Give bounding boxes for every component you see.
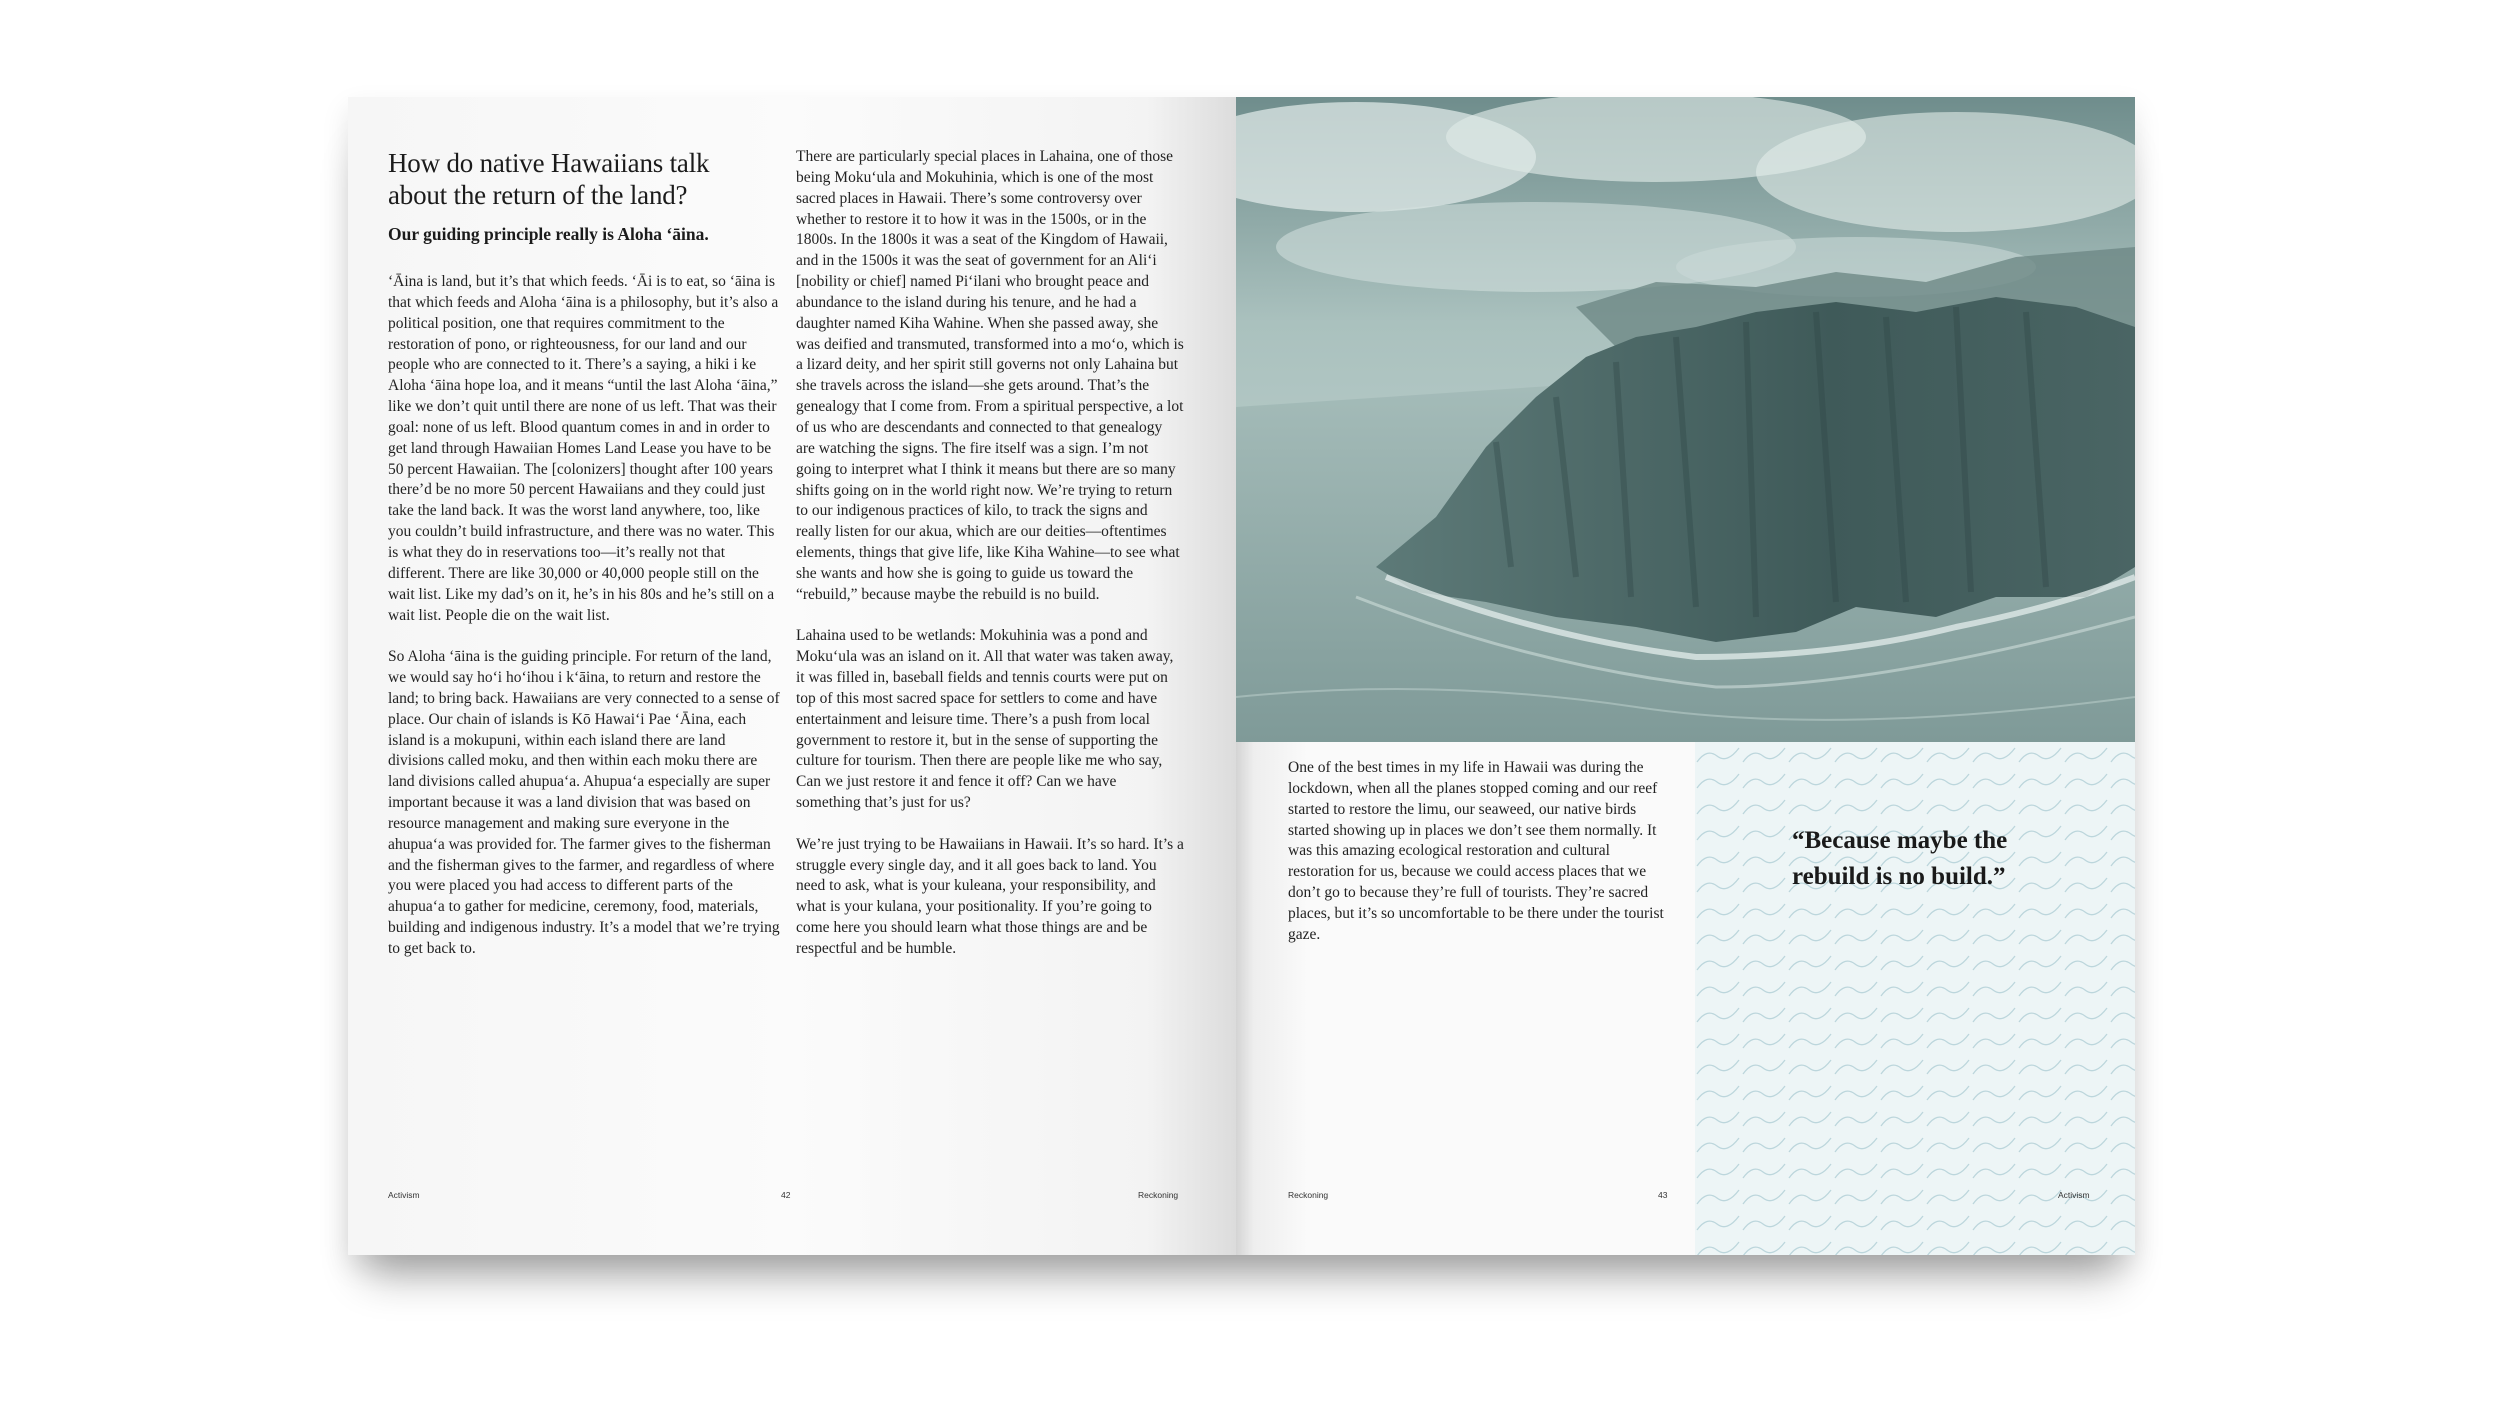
paragraph: So Aloha ʻāina is the guiding principle. For return of the land, we would say hoʻi hoʻihou i kʻāina, to return and restore the land; to bring back. Hawaiians are very connected to a sense of place. Our chain of islands is Kō Hawaiʻi Pae ʻĀina, each island is a mokupuni, within each island there are land divisions called moku, and then within each moku there are land divisions called ahupuaʻa. Ahupuaʻa especially are super important because it was a land division that was based on resource management and making sure everyone in the ahupuaʻa was provided for. The farmer gives to the fisherman and the fisherman gives to the farmer, and regardless of where you were placed you had access to different parts of the ahupuaʻa to gather for medicine, ceremony, food, materials, building and indigenous industry. It’s a model that we’re trying to get back to. — [388, 648, 780, 957]
lead-answer: Our guiding principle really is Aloha ʻāina. — [388, 224, 709, 244]
text-column-3 — [1288, 758, 1673, 966]
right-page — [1236, 97, 2135, 1255]
page-number: 43 — [1658, 1190, 1668, 1200]
paragraph: There are particularly special places in Lahaina, one of those being Mokuʻula and Mokuhinia, which is one of the most sacred places in Hawaii. There’s some controversy over whether to restore it to how it was in the 1500s, or in the 1800s. In the 1800s it was a seat of the Kingdom of Hawaii, and in the 1500s it was the seat of government for an Aliʻi [nobility or chief] named Piʻilani who brought peace and abundance to the island during his tenure, and he had a daughter named Kiha Wahine. When she passed away, she was deified and transmuted, transformed into a moʻo, which is a lizard deity, and her spirit still governs not only Lahaina but she travels across the island—she gets around. That’s the genealogy that I come from. From a spiritual perspective, a lot of us who are descendants and connected to that genealogy are watching the signs. The fire itself was a sign. I’m not going to interpret what I think it means but there are so many shifts going on in the world right now. We’re trying to return to our indigenous practices of kilo, to track the signs and really listen for our akua, which are our deities—oftentimes elements, things that give life, like Kiha Wahine—to see what she wants and how she is going to guide us toward the “rebuild,” because maybe the rebuild is no build. — [796, 148, 1184, 603]
footer-section-label: Activism — [2058, 1190, 2090, 1200]
magazine-spread — [348, 97, 2135, 1255]
paragraph: Lahaina used to be wetlands: Mokuhinia was a pond and Mokuʻula was an island on it. All that water was taken away, it was filled in, baseball fields and tennis courts were put on top of this most sacred space for settlers to come and have entertainment and leisure time. There’s a push from local government to restore it, but in the sense of supporting the culture for tourism. Then there are people like me who say, Can we just restore it and fence it off? Can we have something that’s just for us? — [796, 627, 1174, 812]
coastline-aerial-photo — [1236, 97, 2135, 742]
wave-pattern-graphic — [1695, 742, 2135, 1255]
text-column-1 — [388, 272, 781, 981]
pull-quote: “Because maybe the rebuild is no build.” — [1792, 827, 2008, 890]
article-heading: How do native Hawaiians talk about the return of the land? — [388, 148, 710, 210]
paragraph: One of the best times in my life in Hawaii was during the lockdown, when all the planes stopped coming and our reef started to restore the limu, our seaweed, our native birds started showing up in places we don’t see them normally. It was this amazing ecological restoration and cultural restoration for us, because we could access places that we don’t go to because they’re full of tourists. They’re sacred places, but it’s so uncomfortable to be there under the tourist gaze. — [1288, 759, 1664, 943]
decorative-wave-panel — [1695, 742, 2135, 1255]
footer-section-label: Activism — [388, 1190, 420, 1200]
text-column-2 — [796, 147, 1184, 981]
footer-section-label: Reckoning — [1288, 1190, 1329, 1200]
footer-section-label: Reckoning — [1138, 1190, 1179, 1200]
page-number: 42 — [781, 1190, 791, 1200]
left-page — [348, 97, 1236, 1255]
paragraph: ʻĀina is land, but it’s that which feeds. ʻĀi is to eat, so ʻāina is that which feeds and Aloha ʻāina is a philosophy, but it’s also a political position, one that requires commitment to the restoration of pono, or righteousness, for our land and our people who are connected to it. There’s a saying, a hiki i ke Aloha ʻāina hope loa, and it means “until the last Aloha ʻāina,” like we don’t quit until there are none of us left. That was their goal: none of us left. Blood quantum comes in and in order to get land through Hawaiian Homes Land Lease you have to be 50 percent Hawaiian. The [colonizers] thought after 100 years there’d be no more 50 percent Hawaiians and they could just take the land back. It was the worst land anywhere, too, like you couldn’t build infrastructure, and there was no water. This is what they do in reservations too—it’s really not that different. There are like 30,000 or 40,000 people still on the wait list. Like my dad’s on it, he’s in his 80s and he’s still on a wait list. People die on the wait list. — [388, 273, 779, 624]
paragraph: We’re just trying to be Hawaiians in Hawaii. It’s so hard. It’s a struggle every single day, and it all goes back to land. You need to ask, what is your kuleana, your responsibility, and what is your kulana, your positionality. If you’re going to come here you should learn what those things are and be respectful and be humble. — [796, 835, 1184, 957]
